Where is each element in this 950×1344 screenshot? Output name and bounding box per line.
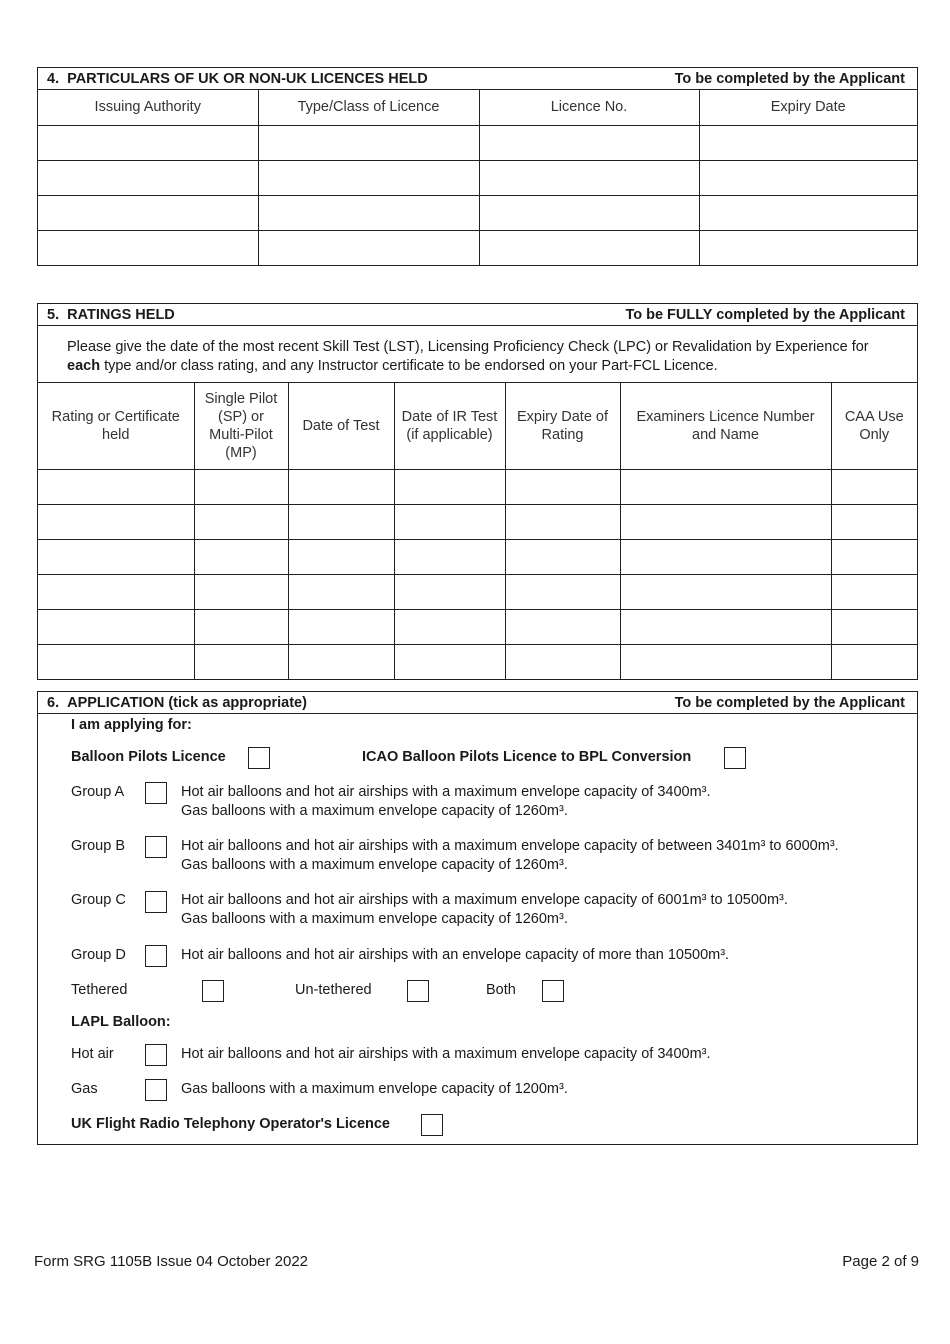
section-4-title: PARTICULARS OF UK OR NON-UK LICENCES HELD [67, 70, 428, 87]
group-a-label: Group A [71, 784, 125, 800]
examiner-cell[interactable] [620, 644, 831, 679]
col-examiner: Examiners Licence Number and Name [620, 383, 831, 469]
table-row [38, 469, 917, 504]
examiner-cell[interactable] [620, 574, 831, 609]
intro-text-end: type and/or class rating, and any Instructor certificate to be endorsed on your Part-FCL Licence. [100, 358, 718, 374]
section-5-note: To be FULLY completed by the Applicant [625, 306, 905, 323]
licence-no-cell[interactable] [479, 230, 699, 265]
lapl-heading: LAPL Balloon: [71, 1014, 171, 1030]
licence-no-cell[interactable] [479, 195, 699, 230]
table-row [38, 230, 917, 265]
icao-conversion-checkbox[interactable] [724, 747, 746, 769]
lapl-hot-air-desc: Hot air balloons and hot air airships with a maximum envelope capacity of 3400m³. [181, 1046, 711, 1062]
examiner-cell[interactable] [620, 504, 831, 539]
expiry-cell[interactable] [505, 539, 620, 574]
col-licence-no: Licence No. [479, 90, 699, 125]
licence-type-cell[interactable] [258, 195, 479, 230]
section-6-header [38, 692, 917, 714]
test-date-cell[interactable] [288, 644, 394, 679]
licence-no-cell[interactable] [479, 160, 699, 195]
untethered-checkbox[interactable] [407, 980, 429, 1002]
section-5-number: 5. [47, 306, 60, 323]
group-b-checkbox[interactable] [145, 836, 167, 858]
group-c-line2: Gas balloons with a maximum envelope capacity of 1260m³. [181, 911, 568, 927]
rating-cell[interactable] [38, 469, 194, 504]
sp-mp-cell[interactable] [194, 609, 288, 644]
test-date-cell[interactable] [288, 539, 394, 574]
licence-type-cell[interactable] [258, 230, 479, 265]
test-date-cell[interactable] [288, 574, 394, 609]
caa-cell [831, 469, 917, 504]
ir-date-cell[interactable] [394, 504, 505, 539]
col-issuing-authority: Issuing Authority [38, 90, 258, 125]
section-6-number: 6. [47, 694, 60, 711]
group-a-line2: Gas balloons with a maximum envelope capacity of 1260m³. [181, 803, 568, 819]
sp-mp-cell[interactable] [194, 574, 288, 609]
section-4-header [38, 68, 917, 90]
group-c-label: Group C [71, 892, 126, 908]
ir-date-cell[interactable] [394, 609, 505, 644]
issuing-authority-cell[interactable] [38, 230, 258, 265]
sp-mp-cell[interactable] [194, 644, 288, 679]
caa-cell [831, 504, 917, 539]
licence-no-cell[interactable] [479, 125, 699, 160]
issuing-authority-cell[interactable] [38, 195, 258, 230]
page-number: Page 2 of 9 [842, 1253, 919, 1270]
licence-type-cell[interactable] [258, 125, 479, 160]
caa-cell [831, 574, 917, 609]
issuing-authority-cell[interactable] [38, 125, 258, 160]
table-row [38, 539, 917, 574]
test-date-cell[interactable] [288, 609, 394, 644]
section-5-ratings-held [37, 303, 918, 680]
test-date-cell[interactable] [288, 504, 394, 539]
col-licence-type: Type/Class of Licence [258, 90, 479, 125]
section-4-note: To be completed by the Applicant [674, 70, 905, 87]
lapl-gas-desc: Gas balloons with a maximum envelope capacity of 1200m³. [181, 1081, 568, 1097]
col-caa-use: CAA Use Only [831, 383, 917, 469]
expiry-date-cell[interactable] [699, 230, 917, 265]
frto-label: UK Flight Radio Telephony Operator's Licence [71, 1116, 390, 1132]
lapl-gas-checkbox[interactable] [145, 1079, 167, 1101]
table-row [38, 644, 917, 679]
both-label: Both [486, 982, 516, 998]
tethered-label: Tethered [71, 982, 128, 998]
expiry-cell[interactable] [505, 609, 620, 644]
rating-cell[interactable] [38, 609, 194, 644]
untethered-label: Un-tethered [295, 982, 372, 998]
section-5-title: RATINGS HELD [67, 306, 175, 323]
group-d-checkbox[interactable] [145, 945, 167, 967]
sp-mp-cell[interactable] [194, 504, 288, 539]
group-b-line2: Gas balloons with a maximum envelope capacity of 1260m³. [181, 857, 568, 873]
applying-for-label: I am applying for: [71, 717, 192, 733]
expiry-date-cell[interactable] [699, 195, 917, 230]
intro-emphasis: each [67, 358, 101, 374]
frto-checkbox[interactable] [421, 1114, 443, 1136]
group-c-checkbox[interactable] [145, 891, 167, 913]
examiner-cell[interactable] [620, 469, 831, 504]
ir-date-cell[interactable] [394, 469, 505, 504]
section-6-application [37, 691, 918, 1145]
rating-cell[interactable] [38, 644, 194, 679]
expiry-date-cell[interactable] [699, 125, 917, 160]
group-d-line1: Hot air balloons and hot air airships with an envelope capacity of more than 10500m³. [181, 947, 730, 963]
expiry-cell[interactable] [505, 574, 620, 609]
expiry-cell[interactable] [505, 469, 620, 504]
issuing-authority-cell[interactable] [38, 160, 258, 195]
table-row [38, 504, 917, 539]
expiry-cell[interactable] [505, 504, 620, 539]
rating-cell[interactable] [38, 574, 194, 609]
col-rating: Rating or Certificate held [38, 383, 194, 469]
lapl-hot-air-checkbox[interactable] [145, 1044, 167, 1066]
form-reference: Form SRG 1105B Issue 04 October 2022 [34, 1253, 309, 1270]
col-date-of-test: Date of Test [288, 383, 394, 469]
section-6-note: To be completed by the Applicant [674, 694, 905, 711]
group-a-line1: Hot air balloons and hot air airships with a maximum envelope capacity of 3400m³. [181, 784, 711, 800]
section-5-header [38, 304, 917, 326]
both-checkbox[interactable] [542, 980, 564, 1002]
col-rating-expiry: Expiry Date of Rating [505, 383, 620, 469]
bpl-checkbox[interactable] [248, 747, 270, 769]
licences-table [38, 90, 917, 265]
examiner-cell[interactable] [620, 609, 831, 644]
group-c-line1: Hot air balloons and hot air airships with a maximum envelope capacity of 6001m³ to 10500m³. [181, 892, 788, 908]
table-row [38, 574, 917, 609]
caa-cell [831, 609, 917, 644]
table-row [38, 125, 917, 160]
group-d-label: Group D [71, 947, 126, 963]
ir-date-cell[interactable] [394, 644, 505, 679]
col-expiry-date: Expiry Date [699, 90, 917, 125]
tethered-checkbox[interactable] [202, 980, 224, 1002]
section-6-title: APPLICATION (tick as appropriate) [67, 694, 307, 711]
caa-cell [831, 539, 917, 574]
table-row [38, 609, 917, 644]
sp-mp-cell[interactable] [194, 469, 288, 504]
licence-type-cell[interactable] [258, 160, 479, 195]
group-b-line1: Hot air balloons and hot air airships with a maximum envelope capacity of between 3401m³ to 6000m³. [181, 838, 839, 854]
icao-conversion-label: ICAO Balloon Pilots Licence to BPL Conversion [362, 749, 692, 765]
lapl-hot-air-label: Hot air [71, 1046, 114, 1062]
examiner-cell[interactable] [620, 539, 831, 574]
section-5-instructions [38, 326, 917, 383]
section-4-licences-held [37, 67, 918, 266]
bpl-label: Balloon Pilots Licence [71, 749, 226, 765]
expiry-cell[interactable] [505, 644, 620, 679]
intro-text: Please give the date of the most recent Skill Test (LST), Licensing Proficiency Check (LPC) or Revalidation by Experience for [67, 339, 869, 355]
col-sp-mp: Single Pilot (SP) or Multi-Pilot (MP) [194, 383, 288, 469]
expiry-date-cell[interactable] [699, 160, 917, 195]
table-row [38, 195, 917, 230]
group-b-label: Group B [71, 838, 125, 854]
rating-cell[interactable] [38, 539, 194, 574]
group-a-checkbox[interactable] [145, 782, 167, 804]
sp-mp-cell[interactable] [194, 539, 288, 574]
col-ir-test-date: Date of IR Test (if applicable) [394, 383, 505, 469]
test-date-cell[interactable] [288, 469, 394, 504]
ir-date-cell[interactable] [394, 539, 505, 574]
rating-cell[interactable] [38, 504, 194, 539]
lapl-gas-label: Gas [71, 1081, 98, 1097]
section-4-number: 4. [47, 70, 60, 87]
table-row [38, 160, 917, 195]
ratings-table [38, 383, 917, 679]
caa-cell [831, 644, 917, 679]
ir-date-cell[interactable] [394, 574, 505, 609]
